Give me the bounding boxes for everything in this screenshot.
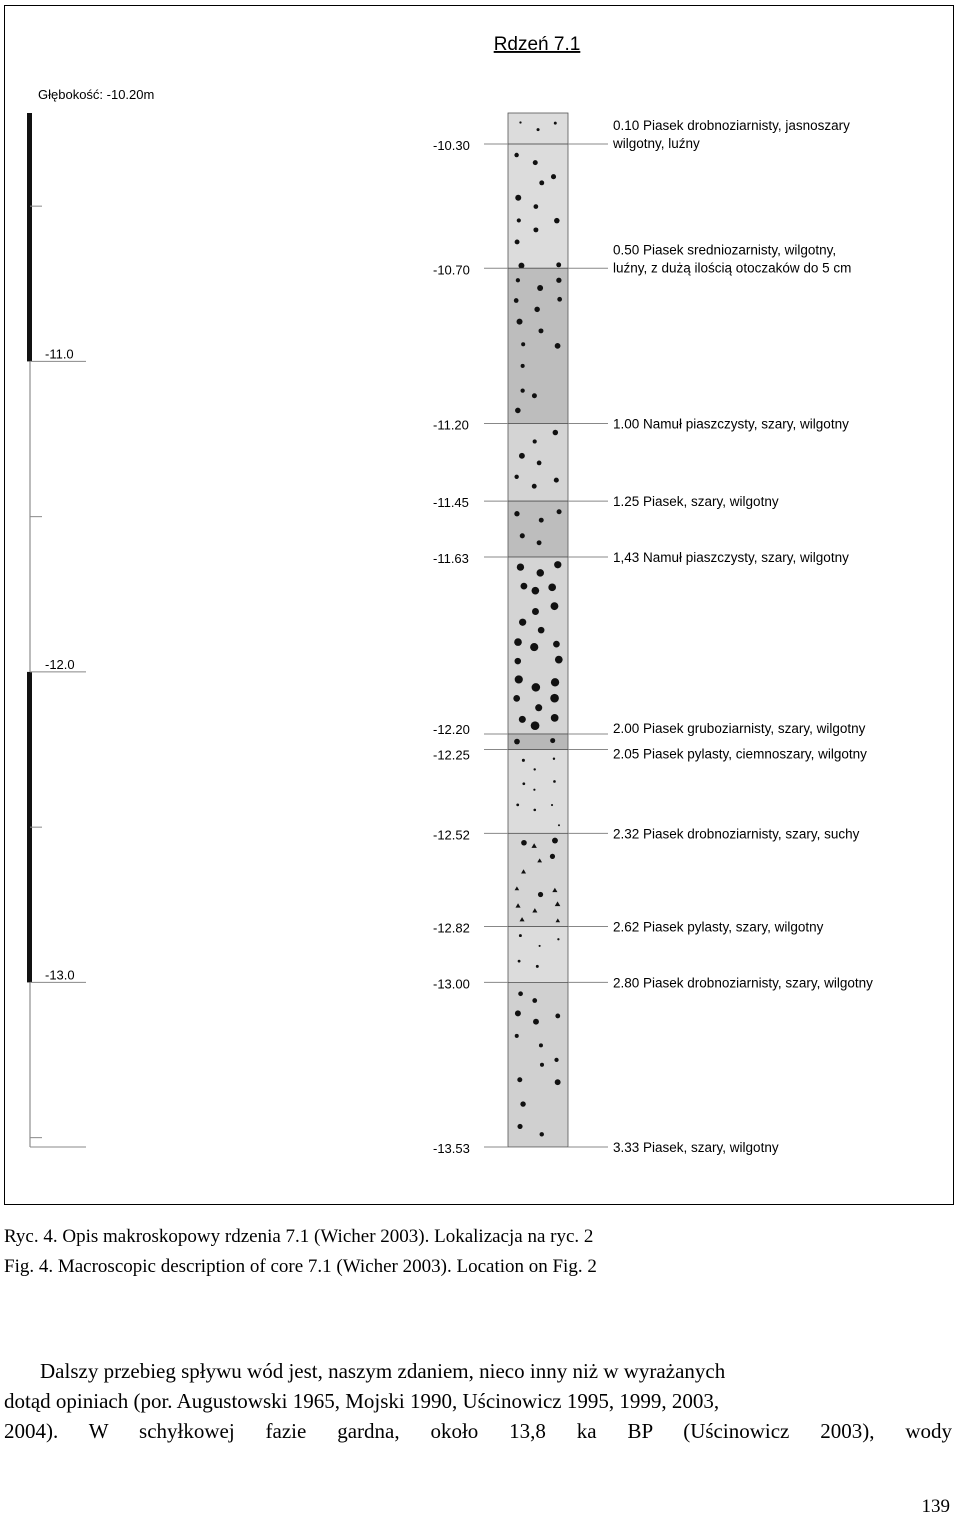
body-line: dotąd opiniach (por. Augustowski 1965, Mojski 1990, Uścinowicz 1995, 1999, 2003, [4,1389,720,1413]
layer-labels [433,118,873,1156]
grain-mark [556,278,561,283]
depth-value-label: -12.52 [433,827,470,843]
grain-mark [514,638,522,646]
grain-mark [514,475,518,479]
layer-description: 2.00 Piasek gruboziarnisty, szary, wilgotny [613,721,866,736]
grain-mark [540,1063,544,1067]
page-number: 139 [921,1496,950,1517]
depth-label: Głębokość: -10.20m [38,87,155,102]
grain-mark [539,518,544,523]
grain-mark [550,854,555,859]
grain-mark [515,408,521,414]
grain-mark [532,587,540,595]
layer-description: 2.62 Piasek pylasty, szary, wilgotny [613,919,824,935]
grain-mark [539,1043,543,1047]
grain-mark [555,343,561,349]
grain-mark [533,809,536,812]
layer-description: 3.33 Piasek, szary, wilgotny [613,1139,779,1155]
grain-mark [555,1014,560,1019]
figure-title: Rdzeń 7.1 [493,34,581,55]
layer-description: 1.25 Piasek, szary, wilgotny [613,494,779,510]
grain-mark [522,759,525,762]
grain-mark [530,643,538,651]
grain-mark [520,1101,525,1106]
grain-mark [521,583,528,590]
grain-mark [539,328,544,333]
grain-mark [537,540,542,545]
grain-mark [533,227,538,232]
depth-value-label: -10.70 [433,262,470,278]
grain-mark [540,1132,544,1136]
grain-mark [514,739,520,745]
grain-mark [533,160,538,165]
grain-mark [532,608,539,615]
grain-mark [555,656,563,664]
depth-value-label: -13.00 [433,976,470,992]
grain-mark [521,342,525,346]
grain-mark [557,297,562,302]
depth-value-label: -13.53 [433,1140,470,1156]
depth-value-label: -12.20 [433,722,470,737]
grain-mark [519,453,525,459]
grain-mark [536,965,539,968]
grain-mark [518,263,524,269]
grain-mark [535,704,542,711]
depth-scale [27,113,86,1147]
grain-mark [514,298,519,303]
scale-label: -11.0 [45,346,74,362]
grain-mark [539,945,541,947]
grain-mark [518,991,523,996]
scale-label: -13.0 [45,967,75,983]
grain-mark [517,218,521,222]
depth-value-label: -10.30 [433,138,470,154]
grain-mark [537,285,543,291]
depth-value-label: -12.25 [433,747,470,763]
layer-description: 0.50 Piasek sredniozarnisty, wilgotny, [613,242,837,258]
grain-mark [551,174,556,179]
grain-mark [519,121,521,123]
grain-mark [532,683,541,692]
grain-mark [553,780,556,783]
core-layer [508,927,568,983]
grain-mark [519,619,526,626]
grain-mark [532,998,537,1003]
grain-mark [554,122,557,125]
grain-mark [515,1034,519,1038]
depth-value-label: -11.45 [433,495,469,511]
caption-english: Fig. 4. Macroscopic description of core 7.1 (Wicher 2003). Location on Fig. 2 [4,1256,597,1277]
grain-mark [554,1058,558,1062]
grain-mark [522,782,525,785]
grain-mark [518,960,521,963]
body-paragraph [4,1356,952,1446]
grain-mark [514,511,519,516]
layer-description: 2.05 Piasek pylasty, ciemnoszary, wilgotny [613,746,867,762]
body-line: Dalszy przebieg spływu wód jest, naszym zdaniem, nieco inny niż w wyrażanych [40,1359,726,1383]
grain-mark [515,239,520,244]
grain-mark [537,569,544,576]
depth-value-label: -11.63 [433,551,469,567]
grain-mark [516,278,520,282]
grain-mark [533,768,535,770]
grain-mark [554,218,560,224]
grain-mark [550,738,555,743]
grain-mark [537,461,542,466]
grain-mark [534,307,539,312]
core-layer [508,750,568,834]
grain-mark [555,1079,561,1085]
grain-mark [519,934,522,937]
grain-mark [533,1019,539,1025]
grain-mark [551,714,559,722]
core-layer [508,833,568,926]
grain-mark [517,1077,522,1082]
grain-mark [548,584,556,592]
grain-mark [553,641,560,648]
grain-mark [552,838,558,844]
depth-value-label: -11.20 [433,417,469,433]
layer-description: 1,43 Namuł piaszczysty, szary, wilgotny [613,550,849,566]
depth-value-label: -12.82 [433,920,470,936]
grain-mark [557,509,562,514]
grain-mark [556,262,561,267]
grain-mark [533,789,535,791]
layer-description: luźny, z dużą ilością otoczaków do 5 cm [613,260,852,276]
grain-mark [513,695,520,702]
layer-description: 2.32 Piasek drobnoziarnisty, szary, suchy [613,826,860,842]
layer-description: 0.10 Piasek drobnoziarnisty, jasnoszary [613,118,850,134]
grain-mark [517,563,524,570]
layer-description: 1.00 Namuł piaszczysty, szary, wilgotny [613,416,849,432]
caption-polish: Ryc. 4. Opis makroskopowy rdzenia 7.1 (Wicher 2003). Lokalizacja na ryc. 2 [4,1226,594,1247]
grain-mark [539,180,544,185]
grain-mark [514,153,518,157]
layer-description: 2.80 Piasek drobnoziarnisty, szary, wilgotny [613,975,873,991]
grain-mark [532,484,537,489]
grain-mark [554,561,561,568]
grain-mark [515,1010,521,1016]
body-line: 2004). W schyłkowej fazie gardna, około 13,8 ka BP (Uścinowicz 2003), wody [4,1419,952,1443]
core-layer [508,982,568,1147]
grain-mark [520,533,525,538]
grain-mark [516,803,519,806]
scale-bar-black [27,113,32,361]
grain-mark [553,758,555,760]
grain-mark [557,938,559,940]
grain-mark [551,804,553,806]
grain-mark [550,694,559,703]
grain-mark [537,128,540,131]
grain-mark [521,388,525,392]
grain-mark [551,602,559,610]
grain-mark [554,478,559,483]
layer-description: wilgotny, luźny [613,136,700,152]
grain-mark [519,716,526,723]
grain-mark [558,824,560,826]
core-column [508,113,568,1147]
grain-mark [515,195,521,201]
scale-label: -12.0 [45,656,75,672]
grain-mark [532,393,537,398]
grain-mark [515,658,521,664]
grain-mark [553,430,559,436]
grain-mark [521,364,525,368]
grain-mark [551,678,559,686]
grain-mark [521,840,527,846]
grain-mark [517,319,523,325]
grain-mark [531,721,540,730]
grain-mark [533,439,537,443]
grain-mark [538,892,543,897]
grain-mark [515,675,523,683]
grain-mark [538,627,545,634]
grain-mark [534,204,539,209]
grain-mark [517,1124,522,1129]
